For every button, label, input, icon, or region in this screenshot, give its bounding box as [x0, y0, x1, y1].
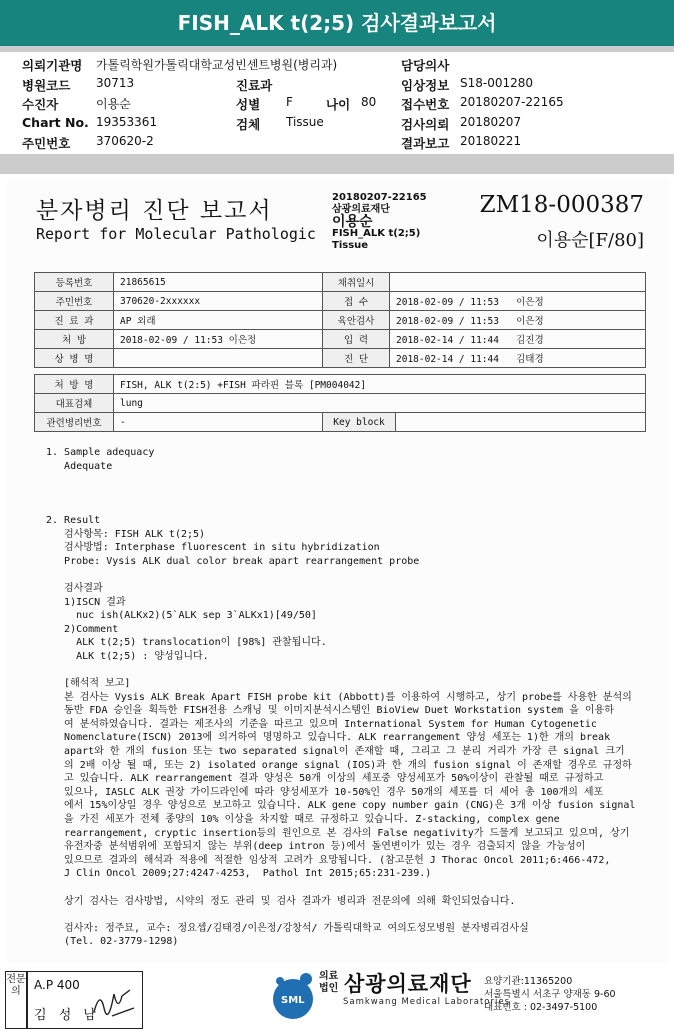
stamp-name: 김 성 남	[34, 1008, 100, 1023]
table-key: 주민번호	[35, 292, 114, 311]
org-code: 요양기관:11365200	[484, 976, 573, 987]
table-row	[35, 311, 646, 330]
sticker-name: 이용순	[332, 214, 373, 230]
org-name: 삼광의료재단	[344, 972, 472, 996]
registration-table	[34, 272, 646, 368]
signature-icon	[90, 982, 138, 1022]
age-label: 나이	[326, 97, 351, 112]
table-value	[114, 349, 323, 368]
table-value: 2018-02-09 / 11:53 이은정	[114, 330, 323, 349]
age-value: 80	[361, 95, 377, 109]
institution-label: 의뢰기관명	[22, 58, 83, 73]
receipt-value: 20180207-22165	[460, 95, 564, 109]
zm-number: ZM18-000387	[479, 192, 644, 218]
table-value	[396, 413, 646, 432]
table-value: FISH, ALK t(2:5) +FISH 파라핀 블록 [PM004042]	[114, 375, 646, 394]
scanned-report	[6, 178, 668, 963]
chart-label: Chart No.	[22, 115, 89, 130]
sticker-line: Tissue	[332, 240, 369, 251]
table-key: 관련병리번호	[35, 413, 114, 432]
dept-label: 진료과	[236, 78, 273, 93]
table-key: 입 력	[323, 330, 390, 349]
report-title: FISH_ALK t(2;5) 검사결과보고서	[177, 11, 497, 35]
chart-value: 19353361	[96, 115, 158, 129]
table-key: 채취일시	[323, 273, 390, 292]
rrn-label: 주민번호	[22, 136, 71, 151]
table-value: lung	[114, 394, 646, 413]
institution-value: 가톨릭학원가톨릭대학교성빈센트병원(병리과)	[96, 58, 338, 72]
divider-bar	[0, 154, 674, 174]
report-body-text: 1. Sample adequacy Adequate 2. Result 검사항목: FISH ALK t(2;5) 검사방법: Interphase fluorescent in situ hybridization Probe: Vysis ALK dual color break apart rearrangement probe 검사결과 1)ISCN 결과 nuc ish(ALKx2)(5`ALK sep 3`ALKx1)[49/50] 2)Comment ALK t(2;5) translocation이 [98%] 관찰됩니다. ALK t(2;5) : 양성입니다. [해석적 보고] 본 검사는 Vysis ALK Break Apart FISH probe kit (Abbott)를 이용하여 시행하고, 상기 probe를 사용한 분석의 동반 FDA 승인을 획득한 FISH전용 스캐닝 및 이미지분석시스템인 BioView Duet Workstation system 을 이용하 여 분석하였습니다. 결과는 제조사의 기준을 따르고 있으며 International System for Human Cytogenetic Nomenclature(ISCN) 2013에 의거하여 명명하고 있습니다. ALK rearrangement 양성 세포는 1)한 개의 break apart와 한 개의 fusion 또는 two separated signal이 존재할 때, 그리고 그 분리 거리가 가장 큰 signal 크기 의 2배 이상 될 때, 또는 2) isolated orange signal (IOS)과 한 개의 fusion signal 이 존재할 경우로 규정하 고 있습니다. ALK rearrangement 결과 양성은 50개 이상의 세포중 양성세포가 50%이상이 관찰될 때로 규정하고 있으나, IASLC ALK 권장 가이드라인에 따라 양성세포가 10-50%인 경우 50개의 세포를 더 세어 총 100개의 세포 에서 15%이상일 경우 양성으로 보고하고 있습니다. ALK gene copy number gain (CNG)은 3개 이상 fusion signal 을 가진 세포가 전체 종양의 10% 이상을 차지할 때로 규정하고 있습니다. Z-stacking, complex gene rearrangement, cryptic insertion등의 원인으로 본 검사의 False negativity가 드물게 보고되고 있으며, 상기 유전자중 분석범위에 포함되지 않는 부위(deep intron 등)에서 돌연변이가 있는 경우 검출되지 않을 가능성이 있으므로 결과의 해석과 적용에 적절한 임상적 고려가 요망됩니다. (참고문헌 J Thorac Oncol 2011;6:466-472, J Clin Oncol 2009;27:4247-4253, Pathol Int 2015;65:231-239.) 상기 검사는 검사방법, 시약의 정도 관리 및 검사 결과가 병리과 전문의에 의해 확인되었습니다. 검사자: 정주묘, 교수: 정요셉/김태경/이은정/강창석/ 가톨릭대학교 여의도성모병원 분자병리검사실 (Tel. 02-3779-1298)	[46, 447, 636, 948]
table-key: 등록번호	[35, 273, 114, 292]
hospital-code-label: 병원코드	[22, 78, 71, 93]
org-phone: 대표번호 : 02-3497-5100	[484, 1002, 598, 1013]
table-row	[35, 375, 646, 394]
table-value: -	[114, 413, 323, 432]
clinical-label: 임상정보	[401, 78, 450, 93]
table-row	[35, 394, 646, 413]
table-value: 370620-2xxxxxx	[114, 292, 323, 311]
table-row	[35, 349, 646, 368]
specimen-label-sticker	[332, 192, 427, 252]
report-header	[0, 0, 674, 46]
table-key: 처 방	[35, 330, 114, 349]
table-key: 육안검사	[323, 311, 390, 330]
table-value: 2018-02-09 / 11:53 이은정	[390, 311, 646, 330]
table-value: 2018-02-14 / 11:44 김태경	[390, 349, 646, 368]
org-type: 의료 법인	[319, 971, 339, 994]
org-name-en: Samkwang Medical Laboratories	[343, 997, 511, 1007]
zm-patient: 이용순[F/80]	[536, 230, 644, 251]
clinical-value: S18-001280	[460, 76, 534, 90]
report-title-ko: 분자병리 진단 보고서	[36, 198, 273, 224]
table-value: 2018-02-09 / 11:53 이은정	[390, 292, 646, 311]
sticker-line: 삼광의료재단	[332, 204, 390, 215]
table-row	[35, 292, 646, 311]
org-contact	[484, 975, 616, 1014]
table-row	[35, 273, 646, 292]
table-value: 2018-02-14 / 11:44 김진경	[390, 330, 646, 349]
patient-value: 이용순	[96, 97, 131, 111]
specimen-value: Tissue	[286, 115, 324, 129]
table-key: 진 료 과	[35, 311, 114, 330]
sml-logo-icon	[270, 969, 316, 1029]
table-key: 접 수	[323, 292, 390, 311]
order-table	[34, 374, 646, 432]
table-value: 21865615	[114, 273, 323, 292]
footer	[0, 963, 674, 1036]
sticker-line: FISH_ALK t(2;5)	[332, 228, 421, 239]
table-row	[35, 330, 646, 349]
table-key: 처 방 명	[35, 375, 114, 394]
sex-label: 성별	[236, 97, 261, 112]
report-date-value: 20180221	[460, 134, 522, 148]
specialist-stamp-label: 전문의	[5, 971, 27, 1029]
table-key: 진 단	[323, 349, 390, 368]
table-key: 상 병 명	[35, 349, 114, 368]
table-key: Key block	[323, 413, 396, 432]
sex-value: F	[286, 95, 293, 109]
table-row	[35, 413, 646, 432]
stamp-license: A.P 400	[34, 978, 80, 992]
patient-label: 수진자	[22, 97, 59, 112]
request-label: 검사의뢰	[401, 117, 450, 132]
doctor-label: 담당의사	[401, 58, 450, 73]
table-value: AP 외래	[114, 311, 323, 330]
specialist-stamp	[27, 971, 143, 1029]
report-date-label: 결과보고	[401, 136, 450, 151]
rrn-value: 370620-2	[96, 134, 154, 148]
specimen-label: 검체	[236, 117, 261, 132]
org-address: 서울특별시 서초구 양재동 9-60	[484, 989, 616, 1000]
request-value: 20180207	[460, 115, 522, 129]
sticker-line: 20180207-22165	[332, 192, 427, 203]
hospital-code-value: 30713	[96, 76, 135, 90]
table-value	[390, 273, 646, 292]
report-title-en: Report for Molecular Pathologic	[36, 225, 316, 243]
logo-text: SML	[281, 995, 305, 1006]
patient-info-panel	[0, 52, 674, 154]
table-key: 대표검체	[35, 394, 114, 413]
receipt-label: 접수번호	[401, 97, 450, 112]
